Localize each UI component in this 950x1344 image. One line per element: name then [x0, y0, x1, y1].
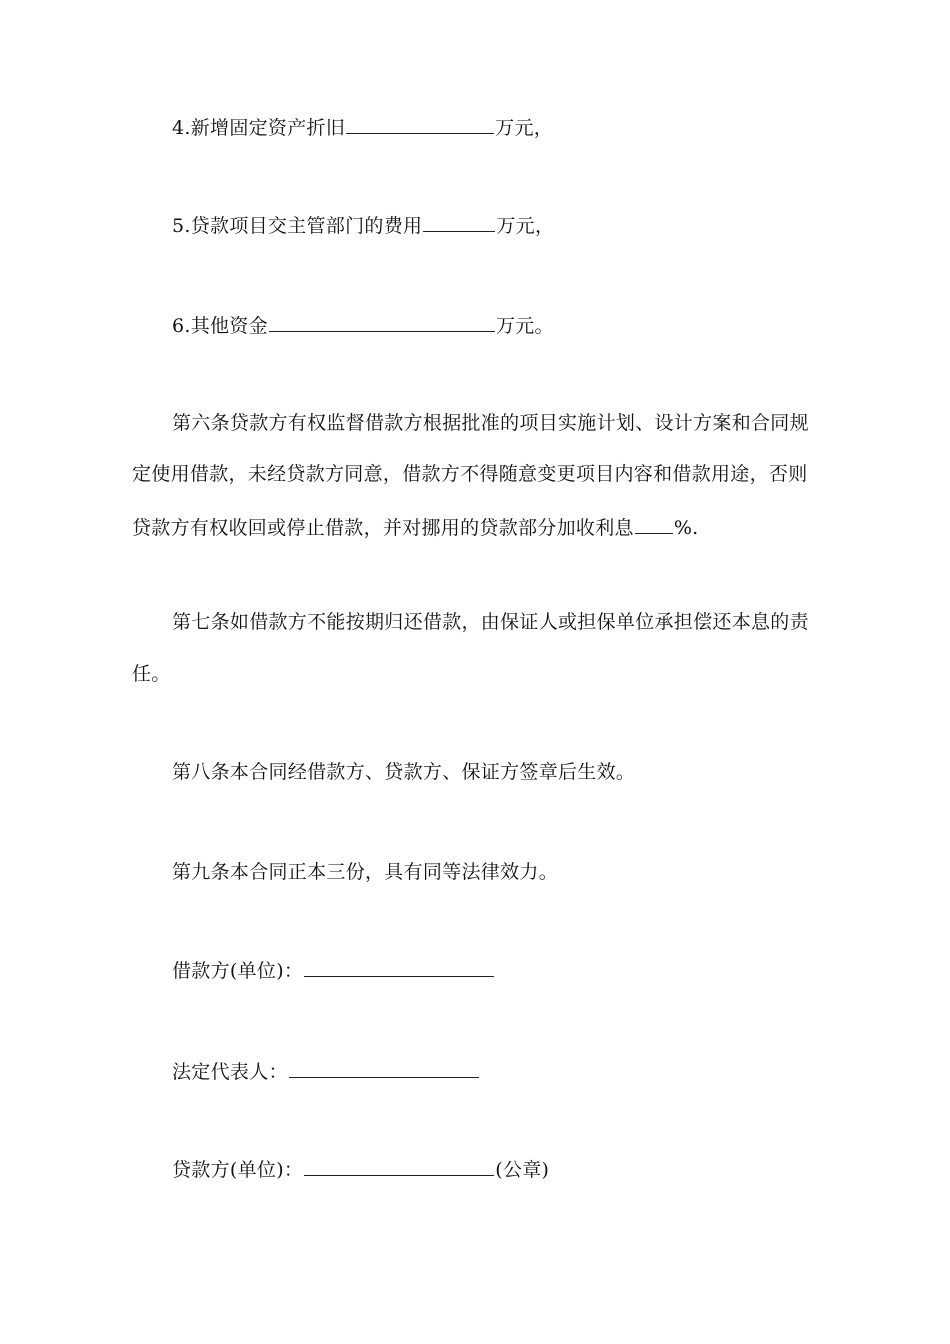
item-6-suffix: 万元。: [495, 315, 554, 337]
representative-signature-line: [172, 1059, 480, 1084]
lender-seal: (公章): [495, 1159, 550, 1181]
item-5-suffix: 万元，: [496, 215, 555, 237]
representative-label: 法定代表人：: [172, 1061, 288, 1083]
lender-signature-line: [172, 1157, 549, 1182]
interest-rate-blank: [635, 515, 673, 534]
lender-blank: [304, 1157, 494, 1176]
item-4-blank: [346, 115, 494, 134]
item-6-blank: [269, 313, 495, 332]
borrower-blank: [304, 958, 494, 977]
item-6-label: 6.其他资金: [172, 315, 268, 337]
lender-label: 贷款方(单位)：: [172, 1159, 304, 1181]
item-5-blank: [423, 213, 495, 232]
article-7-line-1: 第七条如借款方不能按期归还借款，由保证人或担保单位承担偿还本息的责: [172, 611, 809, 633]
borrower-signature-line: [172, 958, 495, 983]
item-4-suffix: 万元，: [495, 117, 554, 139]
article-6-line-3: [132, 515, 699, 540]
item-4-label: 4.新增固定资产折旧: [172, 117, 346, 139]
item-4: [172, 115, 553, 140]
article-8: 第八条本合同经借款方、贷款方、保证方签章后生效。: [172, 761, 636, 783]
representative-blank: [289, 1059, 479, 1078]
article-6-line-2: 定使用借款，未经贷款方同意，借款方不得随意变更项目内容和借款用途，否则: [132, 463, 808, 485]
article-6-line-1: 第六条贷款方有权监督借款方根据批准的项目实施计划、设计方案和合同规: [172, 412, 809, 434]
item-5-label: 5.贷款项目交主管部门的费用: [172, 215, 423, 237]
article-9: 第九条本合同正本三份，具有同等法律效力。: [172, 861, 559, 883]
article-6-line-3-suffix: %.: [673, 517, 699, 539]
article-6-line-3-text: 贷款方有权收回或停止借款，并对挪用的贷款部分加收利息: [132, 517, 634, 539]
article-7-line-2: 任。: [132, 663, 171, 685]
borrower-label: 借款方(单位)：: [172, 960, 304, 982]
item-6: [172, 313, 554, 338]
item-5: [172, 213, 554, 238]
